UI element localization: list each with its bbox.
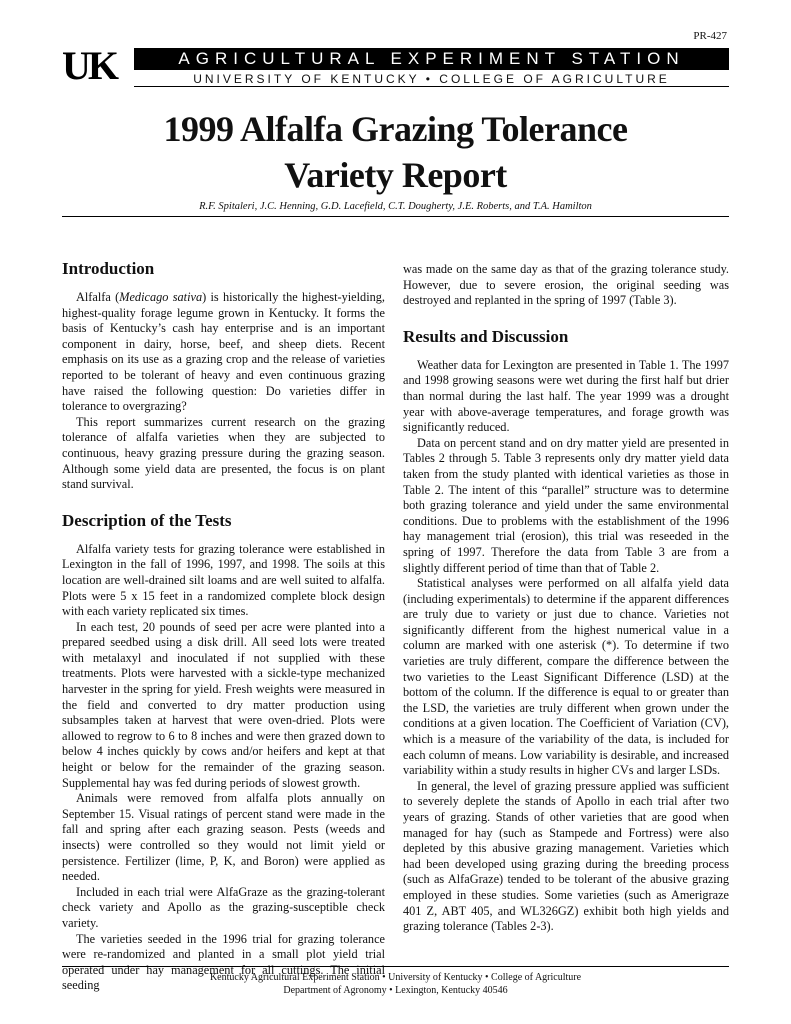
tests-paragraph-1: Alfalfa variety tests for grazing tolerance were established in Lexington in the fall of 1996, 1997, and 1998. The soils at this location are well-drained silt loams and are well suited to alfalfa. Plots were 5 x 15 feet in a randomized complete block design with each variety replicated six times. <box>62 541 385 619</box>
title-line-2: Variety Report <box>284 155 507 195</box>
intro-paragraph-2: This report summarizes current research on the grazing tolerance of alfalfa varieties when they are subjected to continuous, heavy grazing pressure during the grazing season. Although some yield data are presented, the focus is on plant stand survival. <box>62 414 385 492</box>
footer-line-1: Kentucky Agricultural Experiment Station • University of Kentucky • College of Agriculture <box>209 972 582 983</box>
authors: R.F. Spitaleri, J.C. Henning, G.D. Lacefield, C.T. Dougherty, J.E. Roberts, and T.A. Hamilton <box>199 201 592 212</box>
right-column <box>403 262 729 935</box>
station-banner: AGRICULTURAL EXPERIMENT STATION <box>134 48 729 70</box>
results-paragraph-2: Data on percent stand and on dry matter yield are presented in Tables 2 through 5. Table 3 represents only dry matter yield data taken from the study planted with identical varieties as those in Table 2. The intent of this “parallel” structure was to determine both grazing tolerance and yield under the same environmental conditions. Due to problems with the establishment of the 1996 hay management trial (erosion), this trial was reseeded in the spring of 1997. Therefore the data from Table 3 are from a slightly different period of time than that of Table 2. <box>403 435 729 575</box>
report-code: PR-427 <box>693 30 727 42</box>
intro-heading: Introduction <box>62 259 155 278</box>
tests-paragraph-continued: was made on the same day as that of the grazing tolerance study. However, due to severe erosion, the original seeding was destroyed and replanted in the spring of 1997 (Table 3). <box>403 262 729 308</box>
tests-paragraph-3: Animals were removed from alfalfa plots annually on September 15. Visual ratings of percent stand were made in the fall and spring after each grazing season. Pests (weeds and insects) were controlled so they would not limit yield or persistence. Fertilizer (lime, P, K, and Boron) were applied as needed. <box>62 791 385 884</box>
results-paragraph-3: Statistical analyses were performed on all alfalfa yield data (including experimentals) to determine if the apparent differences are truly due to variety or just due to chance. Varieties not significantly different from the highest numerical value in a column are marked with one asterisk (*). To determine if two varieties are truly different, compare the difference between the two varieties to the Least Significant Difference (LSD) at the bottom of the column. If the difference is equal to or greater than the LSD, the varieties are truly different when grown under the conditions at a given location. The Coefficient of Variation (CV), which is a measure of the variability of the data, is included for each column of means. Low variability is desirable, and increased variability within a study results in higher CVs and larger LSDs. <box>403 576 729 778</box>
masthead <box>62 44 729 88</box>
footer-line-2: Department of Agronomy • Lexington, Kentucky 40546 <box>283 985 508 996</box>
title-divider <box>62 216 729 217</box>
tests-heading: Description of the Tests <box>62 510 232 530</box>
tests-paragraph-4: Included in each trial were AlfaGraze as the grazing-tolerant check variety and Apollo as the grazing-susceptible check variety. <box>62 884 385 930</box>
results-paragraph-4: In general, the level of grazing pressure applied was sufficient to severely deplete the stands of Apollo in each trial after two years of grazing. Stands of other varieties that are good when managed for hay (such as Stampede and Fortress) were also depleted by this abusive grazing management. Varieties which had been developed using grazing during the breeding process (such as AlfaGraze) tended to be tolerant of the abusive grazing employed in these studies. Some varieties (such as Amerigraze 401 Z, ABT 405, and WL326GZ) exhibit both high yields and grazing tolerance (Tables 2-3). <box>403 778 729 934</box>
left-column <box>62 258 385 994</box>
results-heading: Results and Discussion <box>403 326 569 346</box>
uk-logo: UK <box>62 43 116 88</box>
footer <box>62 971 729 997</box>
results-paragraph-1: Weather data for Lexington are presented in Table 1. The 1997 and 1998 growing seasons were wet during the first half but drier than normal during the last half. The year 1999 was a drought year with above-average temperatures, and forage growth was significantly reduced. <box>403 357 729 435</box>
title-line-1: 1999 Alfalfa Grazing Tolerance <box>163 109 628 149</box>
tests-paragraph-5: The varieties seeded in the 1996 trial for grazing tolerance were re-randomized and planted in a small plot yield trial operated under hay management for all cuttings. The initial seeding <box>62 931 385 993</box>
university-line: UNIVERSITY OF KENTUCKY • COLLEGE OF AGRICULTURE <box>134 71 729 87</box>
tests-paragraph-2: In each test, 20 pounds of seed per acre were planted into a prepared seedbed using a disk drill. All seed lots were treated with metalaxyl and inoculated if not supplied with these treatments. Plots were harvested with a sickle-type mechanized harvester in the spring for yield. Fresh weights were measured in the field and converted to dry matter production using subsamples taken at harvest that were oven-dried. Plots were allowed to regrow to 6 to 8 inches and were then grazed down to below 4 inches quickly by cows and/or heifers and kept at that height or below for the remainder of the grazing season. Supplemental hay was fed during periods of slowest growth. <box>62 619 385 790</box>
page-title <box>62 106 729 198</box>
footer-divider <box>62 966 729 967</box>
intro-paragraph-1: Alfalfa (Medicago sativa) is historically the highest-yielding, highest-quality forage legume grown in Kentucky. It forms the basis of Kentucky’s cash hay enterprise and is an important component in dairy, horse, beef, and sheep diets. Recent emphasis on its use as a grazing crop and the release of varieties reported to be tolerant of heavy and even continuous grazing have raised the following question: Do varieties differ in tolerance to overgrazing? <box>62 290 385 414</box>
